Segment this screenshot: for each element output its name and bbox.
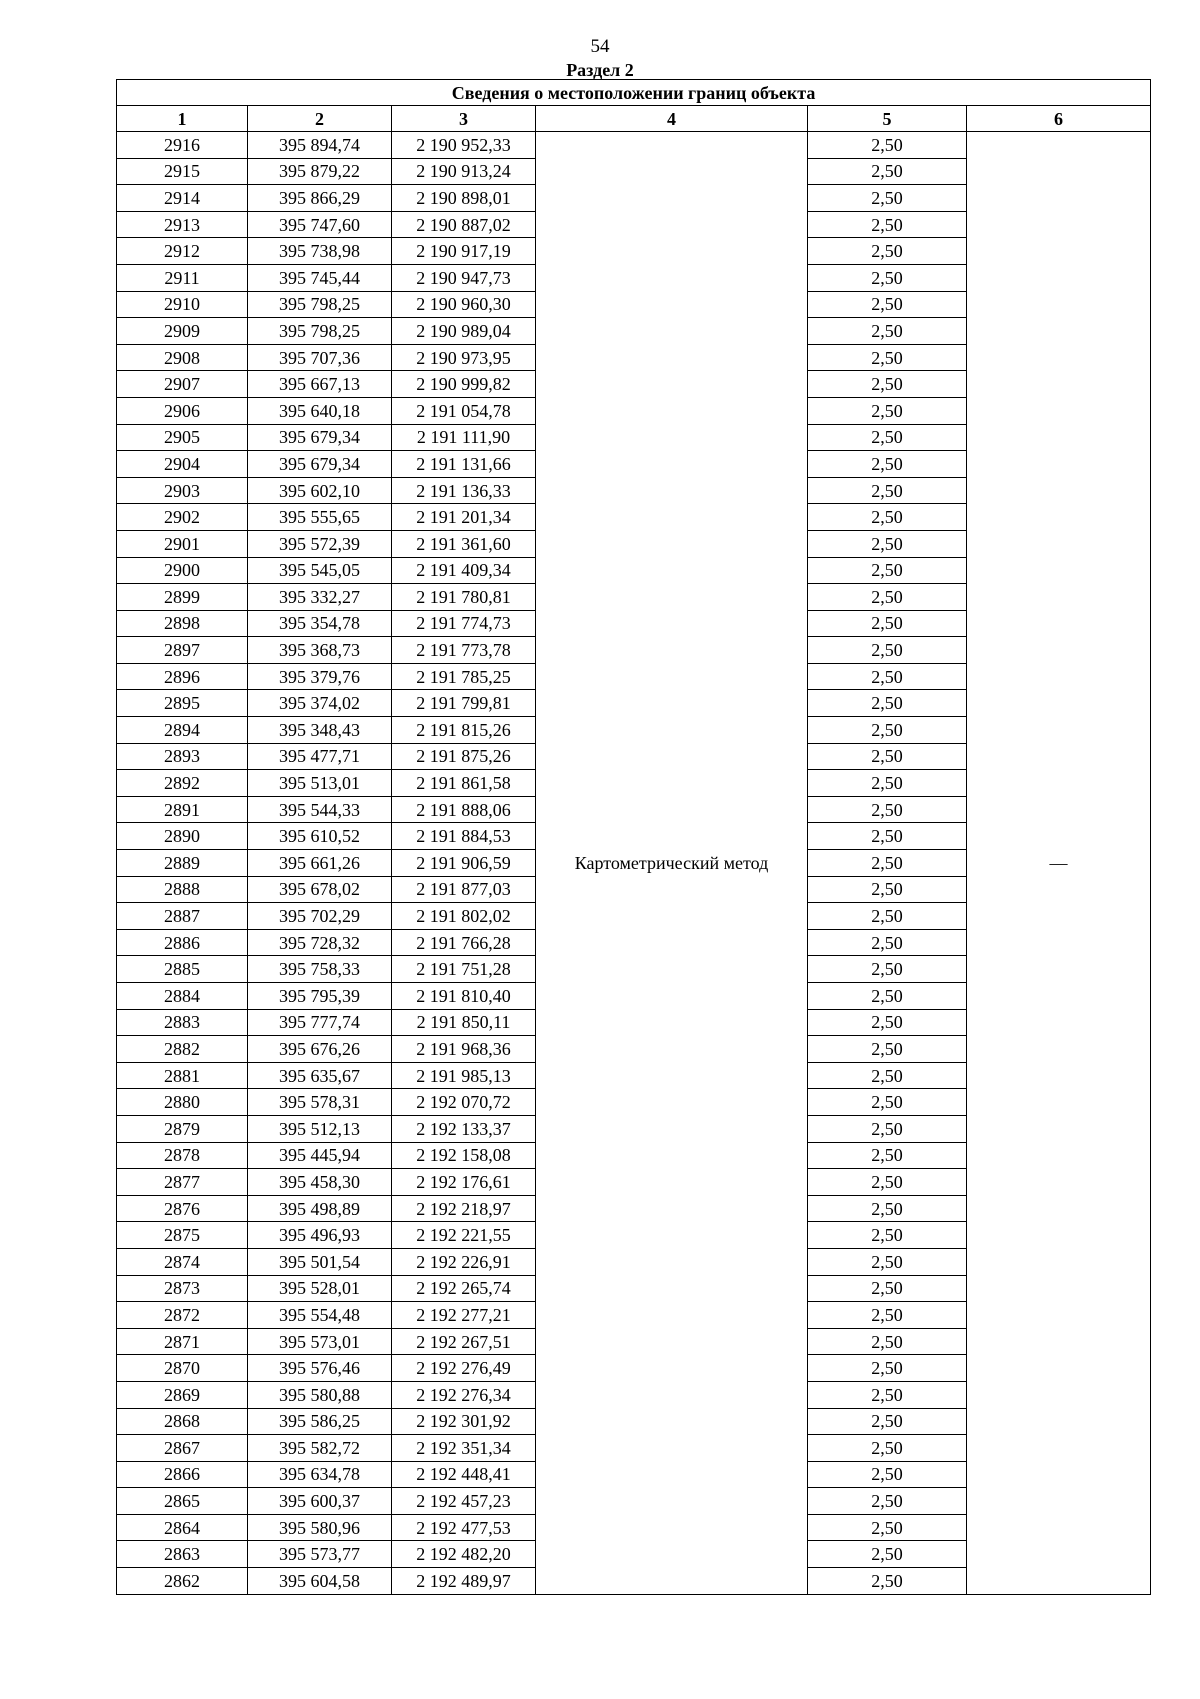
y-coordinate-cell: 2 191 409,34 (392, 557, 536, 584)
accuracy-cell: 2,50 (808, 637, 967, 664)
point-number-cell: 2888 (117, 876, 248, 903)
y-coordinate-cell: 2 191 861,58 (392, 770, 536, 797)
accuracy-cell: 2,50 (808, 1328, 967, 1355)
boundary-table (116, 79, 1151, 1595)
x-coordinate-cell: 395 679,34 (248, 451, 392, 478)
point-number-cell: 2866 (117, 1461, 248, 1488)
x-coordinate-cell: 395 528,01 (248, 1275, 392, 1302)
accuracy-cell: 2,50 (808, 1541, 967, 1568)
accuracy-cell: 2,50 (808, 610, 967, 637)
accuracy-cell: 2,50 (808, 397, 967, 424)
x-coordinate-cell: 395 496,93 (248, 1222, 392, 1249)
description-cell: — (967, 132, 1151, 1595)
x-coordinate-cell: 395 374,02 (248, 690, 392, 717)
y-coordinate-cell: 2 192 457,23 (392, 1488, 536, 1515)
y-coordinate-cell: 2 192 267,51 (392, 1328, 536, 1355)
point-number-cell: 2912 (117, 238, 248, 265)
x-coordinate-cell: 395 795,39 (248, 983, 392, 1010)
accuracy-cell: 2,50 (808, 344, 967, 371)
x-coordinate-cell: 395 354,78 (248, 610, 392, 637)
y-coordinate-cell: 2 192 265,74 (392, 1275, 536, 1302)
y-coordinate-cell: 2 191 201,34 (392, 504, 536, 531)
accuracy-cell: 2,50 (808, 770, 967, 797)
accuracy-cell: 2,50 (808, 1222, 967, 1249)
x-coordinate-cell: 395 554,48 (248, 1302, 392, 1329)
accuracy-cell: 2,50 (808, 1142, 967, 1169)
accuracy-cell: 2,50 (808, 717, 967, 744)
x-coordinate-cell: 395 513,01 (248, 770, 392, 797)
x-coordinate-cell: 395 728,32 (248, 929, 392, 956)
y-coordinate-cell: 2 191 815,26 (392, 717, 536, 744)
x-coordinate-cell: 395 676,26 (248, 1036, 392, 1063)
y-coordinate-cell: 2 190 913,24 (392, 158, 536, 185)
accuracy-cell: 2,50 (808, 158, 967, 185)
x-coordinate-cell: 395 634,78 (248, 1461, 392, 1488)
point-number-cell: 2887 (117, 903, 248, 930)
y-coordinate-cell: 2 191 799,81 (392, 690, 536, 717)
point-number-cell: 2915 (117, 158, 248, 185)
accuracy-cell: 2,50 (808, 1461, 967, 1488)
accuracy-cell: 2,50 (808, 1009, 967, 1036)
accuracy-cell: 2,50 (808, 1275, 967, 1302)
x-coordinate-cell: 395 586,25 (248, 1408, 392, 1435)
point-number-cell: 2909 (117, 318, 248, 345)
accuracy-cell: 2,50 (808, 1381, 967, 1408)
point-number-cell: 2867 (117, 1435, 248, 1462)
accuracy-cell: 2,50 (808, 185, 967, 212)
x-coordinate-cell: 395 573,77 (248, 1541, 392, 1568)
point-number-cell: 2897 (117, 637, 248, 664)
y-coordinate-cell: 2 191 785,25 (392, 663, 536, 690)
accuracy-cell: 2,50 (808, 530, 967, 557)
accuracy-cell: 2,50 (808, 1435, 967, 1462)
accuracy-cell: 2,50 (808, 1062, 967, 1089)
y-coordinate-cell: 2 191 802,02 (392, 903, 536, 930)
y-coordinate-cell: 2 191 111,90 (392, 424, 536, 451)
accuracy-cell: 2,50 (808, 929, 967, 956)
y-coordinate-cell: 2 191 361,60 (392, 530, 536, 557)
x-coordinate-cell: 395 477,71 (248, 743, 392, 770)
accuracy-cell: 2,50 (808, 1302, 967, 1329)
point-number-cell: 2863 (117, 1541, 248, 1568)
accuracy-cell: 2,50 (808, 1488, 967, 1515)
x-coordinate-cell: 395 635,67 (248, 1062, 392, 1089)
point-number-cell: 2884 (117, 983, 248, 1010)
point-number-cell: 2908 (117, 344, 248, 371)
point-number-cell: 2914 (117, 185, 248, 212)
accuracy-cell: 2,50 (808, 1568, 967, 1595)
point-number-cell: 2871 (117, 1328, 248, 1355)
accuracy-cell: 2,50 (808, 1169, 967, 1196)
y-coordinate-cell: 2 192 351,34 (392, 1435, 536, 1462)
y-coordinate-cell: 2 190 999,82 (392, 371, 536, 398)
accuracy-cell: 2,50 (808, 796, 967, 823)
accuracy-cell: 2,50 (808, 1089, 967, 1116)
table-row (117, 132, 1151, 159)
point-number-cell: 2869 (117, 1381, 248, 1408)
x-coordinate-cell: 395 747,60 (248, 211, 392, 238)
y-coordinate-cell: 2 191 884,53 (392, 823, 536, 850)
x-coordinate-cell: 395 544,33 (248, 796, 392, 823)
y-coordinate-cell: 2 190 960,30 (392, 291, 536, 318)
y-coordinate-cell: 2 191 968,36 (392, 1036, 536, 1063)
point-number-cell: 2878 (117, 1142, 248, 1169)
point-number-cell: 2890 (117, 823, 248, 850)
accuracy-cell: 2,50 (808, 743, 967, 770)
point-number-cell: 2877 (117, 1169, 248, 1196)
column-header-4: 4 (536, 106, 808, 132)
accuracy-cell: 2,50 (808, 477, 967, 504)
accuracy-cell: 2,50 (808, 1115, 967, 1142)
y-coordinate-cell: 2 192 218,97 (392, 1195, 536, 1222)
y-coordinate-cell: 2 191 751,28 (392, 956, 536, 983)
x-coordinate-cell: 395 379,76 (248, 663, 392, 690)
point-number-cell: 2864 (117, 1514, 248, 1541)
y-coordinate-cell: 2 190 989,04 (392, 318, 536, 345)
y-coordinate-cell: 2 191 875,26 (392, 743, 536, 770)
column-header-5: 5 (808, 106, 967, 132)
point-number-cell: 2904 (117, 451, 248, 478)
y-coordinate-cell: 2 192 070,72 (392, 1089, 536, 1116)
accuracy-cell: 2,50 (808, 850, 967, 877)
accuracy-cell: 2,50 (808, 371, 967, 398)
point-number-cell: 2910 (117, 291, 248, 318)
x-coordinate-cell: 395 498,89 (248, 1195, 392, 1222)
x-coordinate-cell: 395 610,52 (248, 823, 392, 850)
accuracy-cell: 2,50 (808, 238, 967, 265)
x-coordinate-cell: 395 576,46 (248, 1355, 392, 1382)
accuracy-cell: 2,50 (808, 451, 967, 478)
accuracy-cell: 2,50 (808, 663, 967, 690)
accuracy-cell: 2,50 (808, 1355, 967, 1382)
point-number-cell: 2868 (117, 1408, 248, 1435)
y-coordinate-cell: 2 190 917,19 (392, 238, 536, 265)
point-number-cell: 2881 (117, 1062, 248, 1089)
x-coordinate-cell: 395 582,72 (248, 1435, 392, 1462)
x-coordinate-cell: 395 555,65 (248, 504, 392, 531)
accuracy-cell: 2,50 (808, 903, 967, 930)
point-number-cell: 2885 (117, 956, 248, 983)
y-coordinate-cell: 2 191 888,06 (392, 796, 536, 823)
point-number-cell: 2894 (117, 717, 248, 744)
y-coordinate-cell: 2 191 780,81 (392, 584, 536, 611)
accuracy-cell: 2,50 (808, 1036, 967, 1063)
point-number-cell: 2899 (117, 584, 248, 611)
accuracy-cell: 2,50 (808, 1195, 967, 1222)
y-coordinate-cell: 2 192 221,55 (392, 1222, 536, 1249)
accuracy-cell: 2,50 (808, 291, 967, 318)
x-coordinate-cell: 395 332,27 (248, 584, 392, 611)
y-coordinate-cell: 2 192 133,37 (392, 1115, 536, 1142)
x-coordinate-cell: 395 777,74 (248, 1009, 392, 1036)
x-coordinate-cell: 395 545,05 (248, 557, 392, 584)
x-coordinate-cell: 395 702,29 (248, 903, 392, 930)
y-coordinate-cell: 2 192 276,34 (392, 1381, 536, 1408)
x-coordinate-cell: 395 640,18 (248, 397, 392, 424)
point-number-cell: 2879 (117, 1115, 248, 1142)
y-coordinate-cell: 2 190 887,02 (392, 211, 536, 238)
y-coordinate-cell: 2 191 136,33 (392, 477, 536, 504)
y-coordinate-cell: 2 191 774,73 (392, 610, 536, 637)
method-cell: Картометрический метод (536, 132, 808, 1595)
y-coordinate-cell: 2 192 482,20 (392, 1541, 536, 1568)
x-coordinate-cell: 395 866,29 (248, 185, 392, 212)
x-coordinate-cell: 395 600,37 (248, 1488, 392, 1515)
point-number-cell: 2896 (117, 663, 248, 690)
point-number-cell: 2906 (117, 397, 248, 424)
accuracy-cell: 2,50 (808, 823, 967, 850)
section-title: Раздел 2 (566, 60, 634, 80)
accuracy-cell: 2,50 (808, 504, 967, 531)
point-number-cell: 2903 (117, 477, 248, 504)
point-number-cell: 2875 (117, 1222, 248, 1249)
accuracy-cell: 2,50 (808, 1514, 967, 1541)
x-coordinate-cell: 395 580,96 (248, 1514, 392, 1541)
y-coordinate-cell: 2 190 973,95 (392, 344, 536, 371)
y-coordinate-cell: 2 191 131,66 (392, 451, 536, 478)
x-coordinate-cell: 395 667,13 (248, 371, 392, 398)
x-coordinate-cell: 395 445,94 (248, 1142, 392, 1169)
point-number-cell: 2901 (117, 530, 248, 557)
x-coordinate-cell: 395 894,74 (248, 132, 392, 159)
y-coordinate-cell: 2 192 158,08 (392, 1142, 536, 1169)
y-coordinate-cell: 2 192 477,53 (392, 1514, 536, 1541)
y-coordinate-cell: 2 192 489,97 (392, 1568, 536, 1595)
y-coordinate-cell: 2 192 276,49 (392, 1355, 536, 1382)
point-number-cell: 2902 (117, 504, 248, 531)
y-coordinate-cell: 2 191 906,59 (392, 850, 536, 877)
x-coordinate-cell: 395 578,31 (248, 1089, 392, 1116)
point-number-cell: 2895 (117, 690, 248, 717)
x-coordinate-cell: 395 679,34 (248, 424, 392, 451)
x-coordinate-cell: 395 348,43 (248, 717, 392, 744)
point-number-cell: 2916 (117, 132, 248, 159)
x-coordinate-cell: 395 745,44 (248, 264, 392, 291)
y-coordinate-cell: 2 192 226,91 (392, 1248, 536, 1275)
x-coordinate-cell: 395 368,73 (248, 637, 392, 664)
x-coordinate-cell: 395 512,13 (248, 1115, 392, 1142)
y-coordinate-cell: 2 191 054,78 (392, 397, 536, 424)
accuracy-cell: 2,50 (808, 318, 967, 345)
point-number-cell: 2880 (117, 1089, 248, 1116)
accuracy-cell: 2,50 (808, 211, 967, 238)
accuracy-cell: 2,50 (808, 983, 967, 1010)
point-number-cell: 2891 (117, 796, 248, 823)
x-coordinate-cell: 395 798,25 (248, 318, 392, 345)
y-coordinate-cell: 2 191 877,03 (392, 876, 536, 903)
accuracy-cell: 2,50 (808, 1408, 967, 1435)
column-header-3: 3 (392, 106, 536, 132)
column-header-1: 1 (117, 106, 248, 132)
table-body (117, 132, 1151, 1595)
accuracy-cell: 2,50 (808, 690, 967, 717)
x-coordinate-cell: 395 798,25 (248, 291, 392, 318)
point-number-cell: 2870 (117, 1355, 248, 1382)
point-number-cell: 2900 (117, 557, 248, 584)
x-coordinate-cell: 395 604,58 (248, 1568, 392, 1595)
accuracy-cell: 2,50 (808, 1248, 967, 1275)
accuracy-cell: 2,50 (808, 557, 967, 584)
x-coordinate-cell: 395 602,10 (248, 477, 392, 504)
x-coordinate-cell: 395 738,98 (248, 238, 392, 265)
x-coordinate-cell: 395 501,54 (248, 1248, 392, 1275)
y-coordinate-cell: 2 191 766,28 (392, 929, 536, 956)
y-coordinate-cell: 2 191 810,40 (392, 983, 536, 1010)
point-number-cell: 2873 (117, 1275, 248, 1302)
y-coordinate-cell: 2 190 952,33 (392, 132, 536, 159)
y-coordinate-cell: 2 192 448,41 (392, 1461, 536, 1488)
accuracy-cell: 2,50 (808, 956, 967, 983)
point-number-cell: 2907 (117, 371, 248, 398)
table-caption: Сведения о местоположении границ объекта (117, 80, 1151, 106)
point-number-cell: 2898 (117, 610, 248, 637)
point-number-cell: 2905 (117, 424, 248, 451)
point-number-cell: 2911 (117, 264, 248, 291)
y-coordinate-cell: 2 190 947,73 (392, 264, 536, 291)
page-number: 54 (590, 36, 610, 57)
y-coordinate-cell: 2 191 985,13 (392, 1062, 536, 1089)
x-coordinate-cell: 395 879,22 (248, 158, 392, 185)
y-coordinate-cell: 2 190 898,01 (392, 185, 536, 212)
x-coordinate-cell: 395 758,33 (248, 956, 392, 983)
point-number-cell: 2913 (117, 211, 248, 238)
point-number-cell: 2872 (117, 1302, 248, 1329)
x-coordinate-cell: 395 678,02 (248, 876, 392, 903)
point-number-cell: 2883 (117, 1009, 248, 1036)
point-number-cell: 2882 (117, 1036, 248, 1063)
point-number-cell: 2876 (117, 1195, 248, 1222)
y-coordinate-cell: 2 191 850,11 (392, 1009, 536, 1036)
x-coordinate-cell: 395 458,30 (248, 1169, 392, 1196)
accuracy-cell: 2,50 (808, 424, 967, 451)
point-number-cell: 2892 (117, 770, 248, 797)
column-header-2: 2 (248, 106, 392, 132)
point-number-cell: 2862 (117, 1568, 248, 1595)
point-number-cell: 2865 (117, 1488, 248, 1515)
point-number-cell: 2889 (117, 850, 248, 877)
x-coordinate-cell: 395 661,26 (248, 850, 392, 877)
x-coordinate-cell: 395 573,01 (248, 1328, 392, 1355)
x-coordinate-cell: 395 707,36 (248, 344, 392, 371)
x-coordinate-cell: 395 572,39 (248, 530, 392, 557)
accuracy-cell: 2,50 (808, 132, 967, 159)
accuracy-cell: 2,50 (808, 876, 967, 903)
point-number-cell: 2874 (117, 1248, 248, 1275)
y-coordinate-cell: 2 191 773,78 (392, 637, 536, 664)
y-coordinate-cell: 2 192 301,92 (392, 1408, 536, 1435)
y-coordinate-cell: 2 192 176,61 (392, 1169, 536, 1196)
y-coordinate-cell: 2 192 277,21 (392, 1302, 536, 1329)
accuracy-cell: 2,50 (808, 264, 967, 291)
point-number-cell: 2886 (117, 929, 248, 956)
x-coordinate-cell: 395 580,88 (248, 1381, 392, 1408)
column-header-6: 6 (967, 106, 1151, 132)
accuracy-cell: 2,50 (808, 584, 967, 611)
column-header-row (117, 106, 1151, 132)
point-number-cell: 2893 (117, 743, 248, 770)
